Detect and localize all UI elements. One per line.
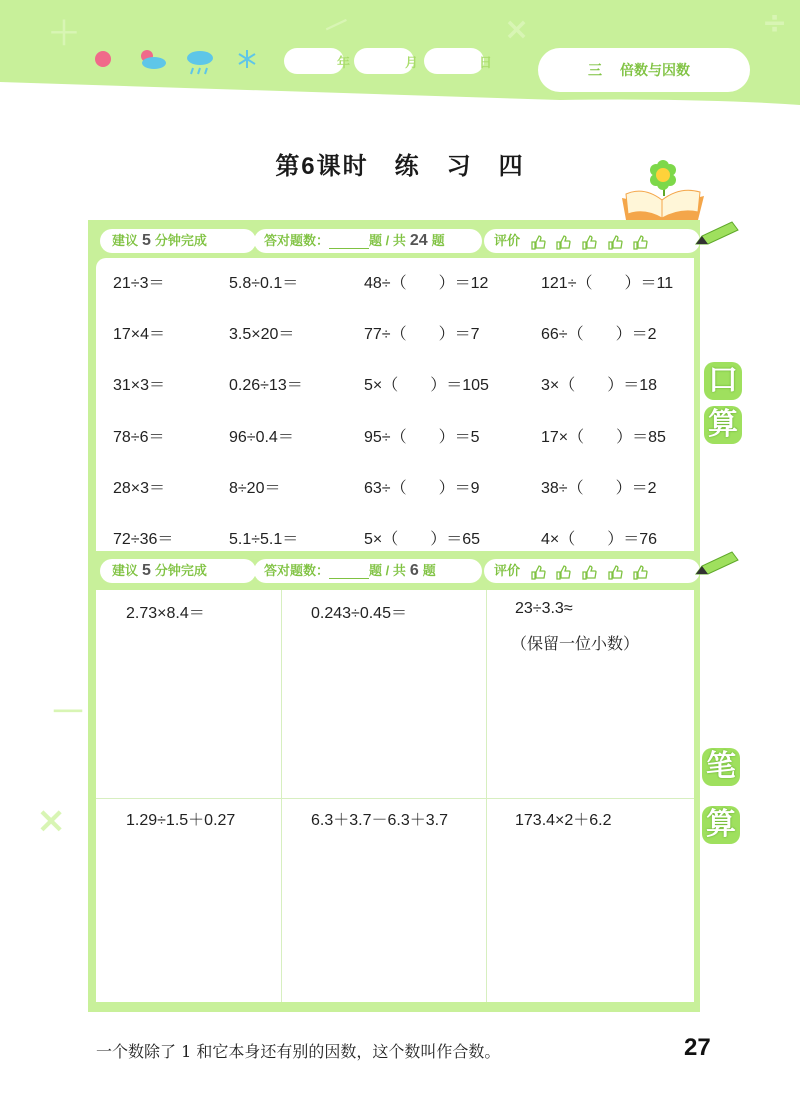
thumbs-up-icon[interactable] [607,564,623,580]
rounding-note: （保留一位小数） [511,636,640,653]
plus-decoration: ＋ [48,14,81,52]
oral-problem: 63÷（ ）＝9 [364,480,480,497]
oral-problem: 5×（ ）＝65 [364,531,481,548]
oral-problem: 95÷（ ）＝5 [364,429,480,446]
oral-problem: 72÷36＝ [113,531,174,548]
lesson-title: 第6课时 练 习 四 [275,153,525,180]
oral-problem: 77÷（ ）＝7 [364,326,480,343]
divide-decoration: ÷ [762,6,788,41]
correct-count-field[interactable] [329,234,369,249]
correct-count-field[interactable] [329,564,369,579]
snowy-icon [236,48,258,70]
correct-label: 答对题数： [264,233,330,248]
minutes-suffix: 分钟完成 [154,233,207,248]
suggest-minutes: 5 [142,232,151,249]
correct-label: 答对题数： [264,563,330,578]
written-problem: 6.3＋3.7－6.3＋3.7 [311,812,448,829]
score-box [254,229,482,253]
written-problem: 23÷3.3≈ [515,600,573,617]
oral-side-char: 口 [704,362,742,400]
thumbs-up-icon[interactable] [530,234,546,250]
pencil-icon [692,218,740,248]
grid-divider [486,590,487,1002]
oral-problem: 21÷3＝ [113,275,165,292]
unit-name: 倍数与因数 [620,62,690,78]
rating-label: 评价 [494,563,521,578]
thumbs-up-icon[interactable] [607,234,623,250]
oral-area [96,258,694,551]
thumbs-up-icon[interactable] [632,564,648,580]
oral-problem: 17×4＝ [113,326,166,343]
thumbs-up-icon[interactable] [581,234,597,250]
oral-problem: 5.1÷5.1＝ [229,531,299,548]
grid-divider [96,798,694,799]
day-field[interactable] [424,48,484,74]
times-decoration: × [504,12,530,47]
oral-problem: 78÷6＝ [113,429,165,446]
oral-problem: 48÷（ ）＝12 [364,275,489,292]
thumbs-up-icon[interactable] [632,234,648,250]
minus-decoration: － [316,4,357,47]
oral-problem: 3.5×20＝ [229,326,295,343]
written-side-char: 笔 [702,748,740,786]
oral-problem: 5×（ ）＝105 [364,377,489,394]
oral-problem: 5.8÷0.1＝ [229,275,299,292]
score-box [254,559,482,583]
written-problem: 1.29÷1.5＋0.27 [126,812,236,829]
grid-divider [281,590,282,1002]
thumbs-up-icon[interactable] [555,564,571,580]
total-suffix: 题 [422,563,436,578]
total-count: 6 [409,562,419,579]
oral-problem: 66÷（ ）＝2 [541,326,657,343]
oral-problem: 17×（ ）＝85 [541,429,666,446]
thumbs-up-icon[interactable] [530,564,546,580]
total-label: 题 / 共 [369,563,406,578]
rating-label: 评价 [494,233,521,248]
written-problem: 173.4×2＋6.2 [515,812,612,829]
oral-side-char: 算 [704,406,742,444]
suggest-label: 建议 [112,563,139,578]
unit-number: 三 [588,62,602,78]
times-decoration: × [36,800,67,841]
rating-box [484,229,700,253]
total-label: 题 / 共 [369,233,406,248]
page-number: 27 [684,1034,711,1061]
oral-problem: 4×（ ）＝76 [541,531,658,548]
total-count: 24 [409,232,428,249]
oral-problem: 3×（ ）＝18 [541,377,658,394]
oral-section-bar [96,229,694,253]
suggest-minutes: 5 [142,562,151,579]
minutes-suffix: 分钟完成 [154,563,207,578]
pencil-icon [692,548,740,578]
suggest-label: 建议 [112,233,139,248]
month-label: 月 [405,55,419,70]
oral-problem: 8÷20＝ [229,480,281,497]
oral-problem: 38÷（ ）＝2 [541,480,657,497]
book-flower-illustration [618,156,708,224]
thumbs-up-icon[interactable] [555,234,571,250]
oral-problem: 0.26÷13＝ [229,377,303,394]
thumbs-up-icon[interactable] [581,564,597,580]
written-problem: 0.243÷0.45＝ [311,605,407,622]
partly-cloudy-icon [136,48,168,70]
sunny-icon [92,48,114,70]
oral-problem: 121÷（ ）＝11 [541,275,674,292]
oral-problem: 96÷0.4＝ [229,429,294,446]
year-field[interactable] [284,48,344,74]
time-suggestion [100,559,256,583]
time-suggestion [100,229,256,253]
unit-badge [538,48,750,92]
day-label: 日 [479,55,493,70]
written-section-bar [96,559,694,583]
written-problem: 2.73×8.4＝ [126,605,205,622]
rainy-icon [184,48,216,76]
minus-decoration: － [50,692,87,733]
oral-problem: 31×3＝ [113,377,166,394]
rating-box [484,559,700,583]
written-side-char: 算 [702,806,740,844]
total-suffix: 题 [431,233,445,248]
year-label: 年 [337,55,351,70]
footer-definition: 一个数除了 1 和它本身还有别的因数，这个数叫作合数。 [96,1042,501,1061]
oral-problem: 28×3＝ [113,480,166,497]
